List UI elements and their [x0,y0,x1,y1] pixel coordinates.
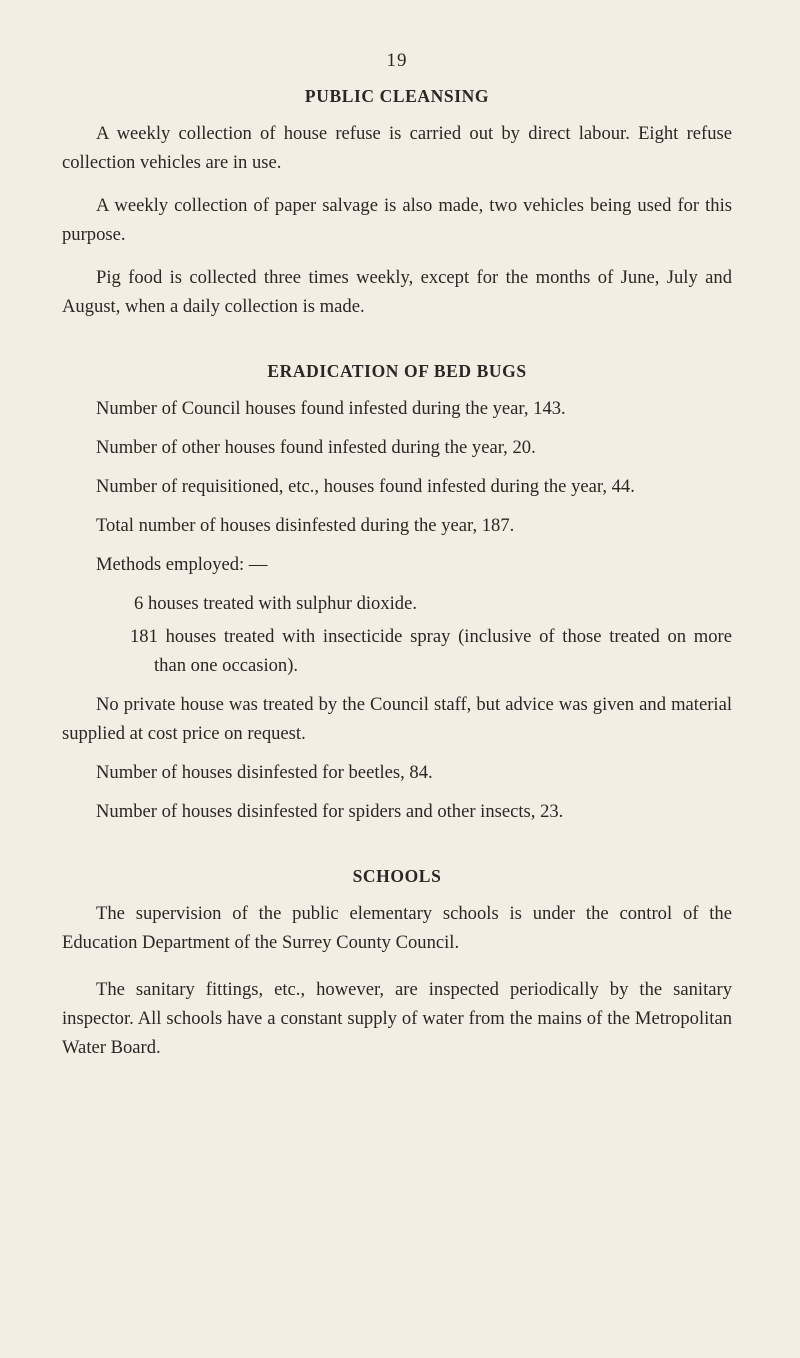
paragraph: The supervision of the public elementary schools is under the control of the Education Department of the Surrey County Council. [62,903,732,953]
paragraph: Methods employed: — [96,554,268,575]
page-number: 19 [386,50,408,71]
section-heading: PUBLIC CLEANSING [304,86,490,106]
section-public-cleansing [62,86,732,321]
paragraph: Number of houses disinfested for spiders and other insects, 23. [96,801,564,822]
paragraph: Total number of houses disinfested during the year, 187. [96,515,515,536]
method-item: 181 houses treated with insecticide spray (inclusive of those treated on more than one occasion). [130,626,732,676]
paragraph: Number of Council houses found infested during the year, 143. [96,398,566,419]
paragraph: A weekly collection of paper salvage is also made, two vehicles being used for this purpose. [62,195,732,245]
section-heading: ERADICATION OF BED BUGS [267,361,527,381]
section-bed-bugs [62,361,732,826]
section-schools [62,866,732,1062]
paragraph: Pig food is collected three times weekly, except for the months of June, July and August, when a daily collection is made. [62,267,732,317]
paragraph: The sanitary fittings, etc., however, are inspected periodically by the sanitary inspector. All schools have a constant supply of water from the mains of the Metropolitan Water Board. [62,979,732,1058]
paragraph: No private house was treated by the Council staff, but advice was given and material supplied at cost price on request. [62,694,732,744]
section-heading: SCHOOLS [352,866,442,886]
paragraph: A weekly collection of house refuse is carried out by direct labour. Eight refuse collection vehicles are in use. [62,123,732,173]
method-item: 6 houses treated with sulphur dioxide. [134,593,417,614]
paragraph: Number of requisitioned, etc., houses found infested during the year, 44. [96,476,635,497]
paragraph: Number of houses disinfested for beetles, 84. [96,762,433,783]
paragraph: Number of other houses found infested during the year, 20. [96,437,536,458]
